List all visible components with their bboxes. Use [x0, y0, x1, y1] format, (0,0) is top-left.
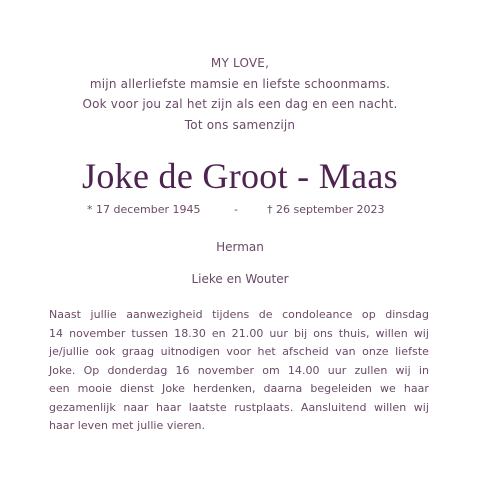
invitation-line: Naast jullie aanwezigheid tijdens de condoleance op dinsdag	[49, 308, 429, 321]
invitation-line: gezamenlijk naar haar laatste rustplaats. Aansluitend willen wij	[49, 400, 429, 414]
poem-line: MY LOVE,	[210, 56, 270, 70]
poem-line: mijn allerliefste mamsie en liefste schoonmams.	[89, 76, 391, 91]
invitation-line: een mooie dienst Joke herdenken, daarna begeleiden we haar	[49, 382, 429, 395]
poem-line: Ook voor jou zal het zijn als een dag en een nacht.	[82, 97, 398, 111]
family-member-children: Lieke en Wouter	[191, 272, 289, 286]
invitation-line: haar leven met jullie vieren.	[49, 419, 206, 432]
deceased-name: Joke de Groot - Maas	[82, 156, 398, 196]
invitation-line: je/jullie ook graag uitnodigen voor het afscheid van onze liefste	[49, 345, 429, 358]
invitation-line: 14 november tussen 18.30 en 21.00 uur bij ons thuis, willen wij	[49, 326, 429, 340]
poem-line: Tot ons samenzijn	[184, 117, 296, 132]
death-date: † 26 september 2023	[267, 203, 385, 216]
family-member-spouse: Herman	[216, 240, 264, 254]
poem	[0, 53, 480, 135]
birth-date: * 17 december 1945	[87, 203, 201, 216]
invitation-line: Joke. Op donderdag 16 november om 14.00 uur zullen wij in	[49, 363, 429, 377]
invitation-text	[49, 306, 429, 436]
life-dates	[0, 203, 480, 219]
date-separator: -	[234, 203, 238, 216]
